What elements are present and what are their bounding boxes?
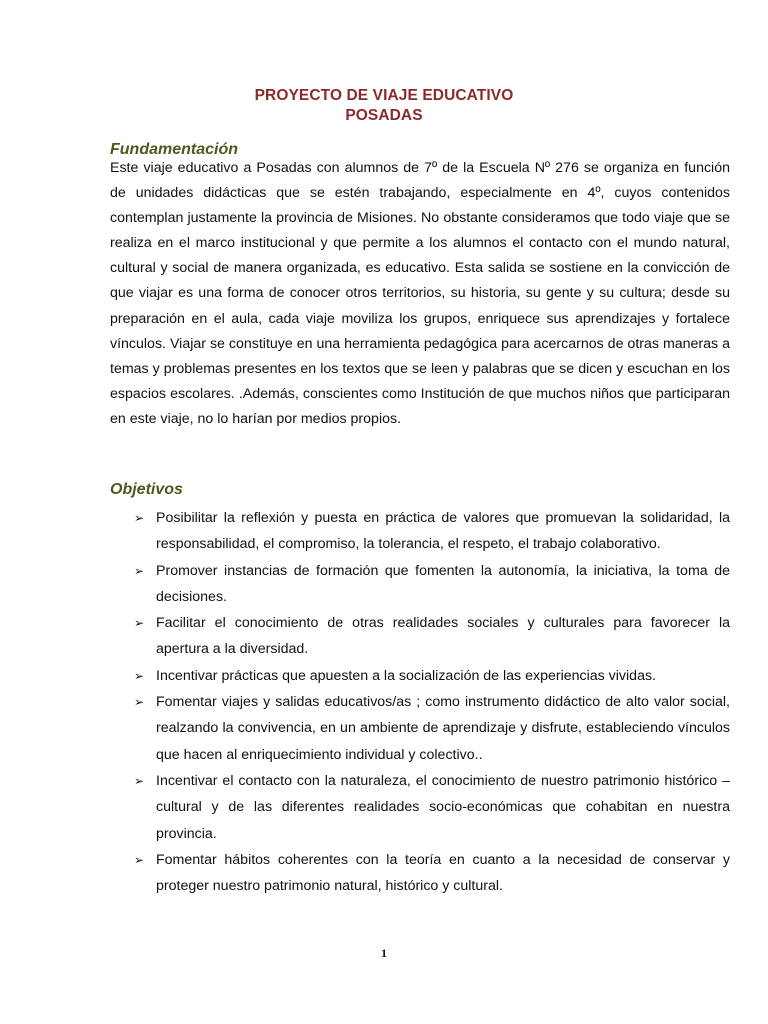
objetivos-list — [110, 505, 730, 899]
document-subtitle: POSADAS — [345, 107, 423, 124]
arrow-bullet-icon: ➢ — [134, 695, 145, 710]
page-number: 1 — [381, 946, 387, 960]
objetivo-item — [110, 847, 730, 900]
arrow-bullet-icon: ➢ — [134, 563, 145, 578]
objetivo-item — [110, 558, 730, 611]
objetivo-text: Posibilitar la reflexión y puesta en práctica de valores que promuevan la solidaridad, la responsabilidad, el compromiso, la tolerancia, el respeto, el trabajo colaborativo. — [156, 510, 730, 553]
objetivo-item — [110, 610, 730, 663]
arrow-bullet-icon: ➢ — [134, 668, 145, 683]
objetivo-text: Promover instancias de formación que fomenten la autonomía, la iniciativa, la toma de decisiones. — [156, 562, 730, 605]
arrow-bullet-icon: ➢ — [134, 773, 145, 788]
section-heading-objetivos: Objetivos — [110, 481, 183, 498]
objetivo-item — [110, 505, 730, 558]
fundamentacion-paragraph: Este viaje educativo a Posadas con alumnos de 7º de la Escuela Nº 276 se organiza en función de unidades didácticas que se estén trabajando, especialmente en 4º, cuyos contenidos contemplan justamente la provincia de Misiones. No obstante consideramos que todo viaje que se realiza en el marco institucional y que permite a los alumnos el contacto con el mundo natural, cultural y social de manera organizada, es educativo. Esta salida se sostiene en la convicción de que viajar es una forma de conocer otros territorios, su historia, su gente y su cultura; desde su preparación en el aula, cada viaje moviliza los grupos, enriquece sus aprendizajes y fortalece vínculos. Viajar se constituye en una herramienta pedagógica para acercarnos de otras maneras a temas y problemas presentes en los textos que se leen y palabras que se dicen y escuchan en los espacios escolares. .Además, conscientes como Institución de que muchos niños que participaran en este viaje, no lo harían por medios propios. — [110, 160, 730, 427]
objetivo-text: Incentivar prácticas que apuesten a la socialización de las experiencias vividas. — [156, 667, 656, 684]
objetivo-item — [110, 689, 730, 768]
objetivo-text: Fomentar viajes y salidas educativos/as ; como instrumento didáctico de alto valor social, realzando la convivencia, en un ambiente de aprendizaje y disfrute, estableciendo vínculos que hacen al enriquecimiento individual y colectivo.. — [156, 694, 730, 763]
objetivo-item — [110, 768, 730, 847]
objetivo-text: Incentivar el contacto con la naturaleza, el conocimiento de nuestro patrimonio histórico – cultural y de las diferentes realidades socio-económicas que cohabitan en nuestra provincia. — [156, 772, 730, 842]
document-title: PROYECTO DE VIAJE EDUCATIVO — [254, 87, 514, 104]
objetivo-text: Fomentar hábitos coherentes con la teoría en cuanto a la necesidad de conservar y proteger nuestro patrimonio natural, histórico y cultural. — [156, 851, 730, 895]
arrow-bullet-icon: ➢ — [134, 616, 145, 631]
objetivo-item — [110, 663, 730, 689]
arrow-bullet-icon: ➢ — [134, 511, 145, 525]
arrow-bullet-icon: ➢ — [134, 852, 145, 867]
objetivo-text: Facilitar el conocimiento de otras realidades sociales y culturales para favorecer la apertura a la diversidad. — [156, 615, 730, 658]
section-heading-fundamentacion: Fundamentación — [110, 141, 239, 158]
